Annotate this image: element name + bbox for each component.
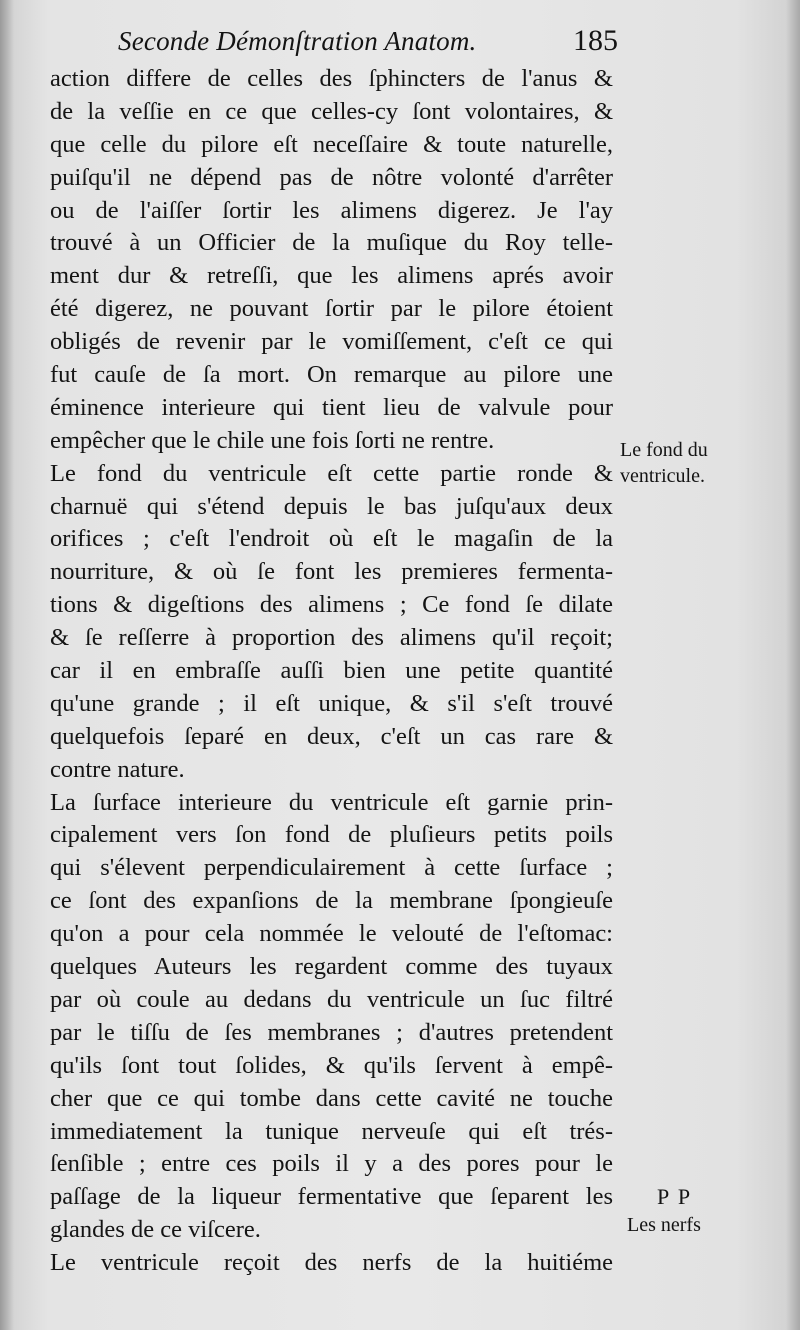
text-line: contre nature.: [50, 755, 185, 783]
text-line: que celle du pilore eſt neceſſaire & toute naturelle,: [50, 130, 613, 158]
text-line: action differe de celles des ſphincters de l'anus &: [50, 65, 613, 92]
text-line: quelques Auteurs les regardent comme des tuyaux: [50, 953, 613, 981]
text-line: de la veſſie en ce que celles-cy ſont volontaires, &: [50, 97, 613, 125]
text-line: empêcher que le chile une fois ſorti ne rentre.: [50, 426, 495, 454]
text-line: été digerez, ne pouvant ſortir par le pilore étoient: [50, 295, 613, 323]
page-edge-shadow-right: [786, 0, 800, 1330]
text-line: charnuë qui s'étend depuis le bas juſqu'aux deux: [50, 492, 613, 520]
text-line: qu'ils ſont tout ſolides, & qu'ils ſervent à empê-: [50, 1051, 613, 1079]
margin-note-line: ventricule.: [620, 465, 705, 487]
text-line: obligés de revenir par le vomiſſement, c'eſt ce qui: [50, 328, 613, 356]
text-line: & ſe reſſerre à proportion des alimens qu'il reçoit;: [50, 624, 613, 652]
text-line: ment dur & retreſſi, que les alimens aprés avoir: [50, 262, 613, 290]
margin-note-line: Le fond du: [620, 439, 708, 461]
text-line: paſſage de la liqueur fermentative que ſeparent les: [50, 1183, 613, 1211]
text-line: par le tiſſu de ſes membranes ; d'autres pretendent: [50, 1018, 613, 1046]
text-line: orifices ; c'eſt l'endroit où eſt le magaſin de la: [50, 525, 613, 553]
text-line: éminence interieure qui tient lieu de valvule pour: [50, 393, 613, 421]
text-line: immediatement la tunique nerveuſe qui eſt trés-: [50, 1117, 613, 1145]
text-line: qui s'élevent perpendiculairement à cette ſurface ;: [50, 854, 613, 882]
text-line: ou de l'aiſſer ſortir les alimens digerez. Je l'ay: [50, 196, 613, 224]
page-edge-shadow-left: [0, 0, 14, 1330]
body-text: [50, 63, 613, 1280]
page-header: [118, 22, 618, 62]
margin-note-fond-du-ventricule: [620, 437, 800, 489]
text-line: Le fond du ventricule eſt cette partie ronde &: [50, 459, 613, 487]
text-line: par où coule au dedans du ventricule un ſuc filtré: [50, 985, 613, 1013]
text-line: ce ſont des expanſions de la membrane ſpongieuſe: [50, 887, 613, 915]
text-line: quelquefois ſeparé en deux, c'eſt un cas rare &: [50, 722, 613, 750]
text-line: ſenſible ; entre ces poils il y a des pores pour le: [50, 1150, 613, 1178]
running-title: Seconde Démonſtration Anatom.: [118, 26, 477, 56]
text-line: glandes de ce viſcere.: [50, 1216, 261, 1244]
text-line: cipalement vers ſon fond de pluſieurs petits poils: [50, 821, 613, 849]
text-line: Le ventricule reçoit des nerfs de la huitiéme: [50, 1249, 613, 1277]
text-line: car il en embraſſe auſſi bien une petite quantité: [50, 657, 613, 685]
text-line: puiſqu'il ne dépend pas de nôtre volonté d'arrêter: [50, 163, 613, 191]
text-line: La ſurface interieure du ventricule eſt garnie prin-: [50, 788, 613, 816]
text-line: nourriture, & où ſe font les premieres fermenta-: [50, 558, 613, 586]
text-line: qu'on a pour cela nommée le velouté de l'eſtomac:: [50, 920, 613, 948]
margin-note-les-nerfs: Les nerfs: [627, 1214, 701, 1236]
text-line: qu'une grande ; il eſt unique, & s'il s'eſt trouvé: [50, 689, 613, 717]
page-number: 185: [573, 24, 618, 57]
text-line: fut cauſe de ſa mort. On remarque au pilore une: [50, 361, 613, 389]
signature-mark: P P: [657, 1184, 693, 1209]
text-line: cher que ce qui tombe dans cette cavité ne touche: [50, 1084, 613, 1112]
text-line: tions & digeſtions des alimens ; Ce fond ſe dilate: [50, 591, 613, 619]
text-line: trouvé à un Officier de la muſique du Roy telle-: [50, 229, 613, 257]
